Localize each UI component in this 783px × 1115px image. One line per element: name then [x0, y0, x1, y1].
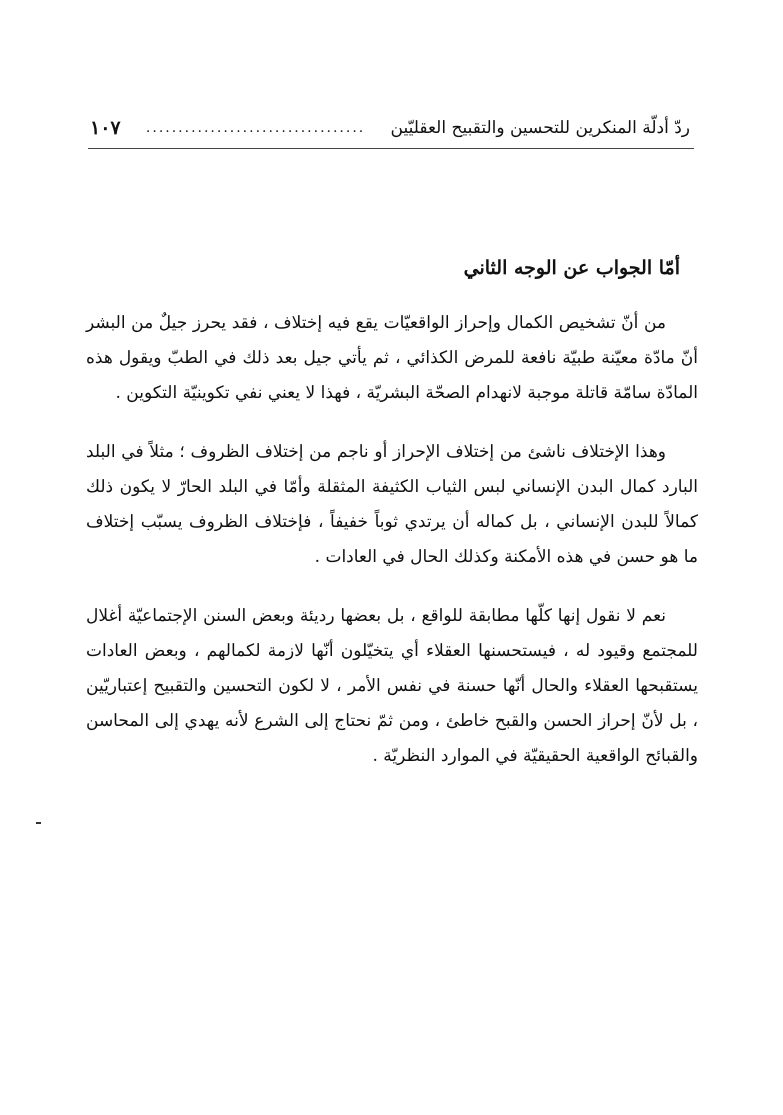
running-header-title: ردّ أدلّة المنكرين للتحسين والتقبيح العقليّين	[390, 118, 690, 138]
running-header	[90, 112, 690, 144]
section-heading: أمّا الجواب عن الوجه الثاني	[463, 257, 680, 279]
paragraph-1: من أنّ تشخيص الكمال وإحراز الواقعيّات يقع فيه إختلاف ، فقد يحرز جيلٌ من البشر أنّ مادّة معيّنة طبيّة نافعة للمرض الكذائي ، ثم يأتي جيل بعد ذلك في الطبّ ويقول هذه المادّة سامّة قاتلة موجبة لانهدام الصحّة البشريّة ، فهذا لا يعني نفي تكوينيّة التكوين .	[86, 313, 698, 403]
paragraph-3: نعم لا نقول إنها كلّها مطابقة للواقع ، بل بعضها رديئة وبعض السنن الإجتماعيّة أغلال للمجتمع وقيود له ، فيستحسنها العقلاء أي يتخيّلون أنّها لازمة لكمالهم ، وبعض العادات يستقبحها العقلاء والحال أنّها حسنة في نفس الأمر ، لا لكون التحسين والتقبيح إعتباريّين ، بل لأنّ إحراز الحسن والقبح خاطئ ، ومن ثمّ نحتاج إلى الشرع لأنه يهدي إلى المحاسن والقبائح الواقعية الحقيقيّة في الموارد النظريّة .	[86, 606, 698, 766]
header-dot-leader: ..................................	[145, 120, 366, 136]
header-rule	[88, 148, 694, 149]
paragraph-2: وهذا الإختلاف ناشئ من إختلاف الإحراز أو ناجم من إختلاف الظروف ؛ مثلاً في البلد البارد كمال البدن الإنساني لبس الثياب الكثيفة المثقلة وأمّا في البلد الحارّ لا يكون ذلك كمالاً للبدن الإنساني ، بل كماله أن يرتدي ثوباً خفيفاً ، فإختلاف الظروف يسبّب إختلاف ما هو حسن في هذه الأمكنة وكذلك الحال في العادات .	[86, 442, 698, 567]
page-number: ١٠٧	[90, 117, 121, 139]
body-text	[86, 250, 698, 798]
scan-speck	[36, 822, 41, 824]
